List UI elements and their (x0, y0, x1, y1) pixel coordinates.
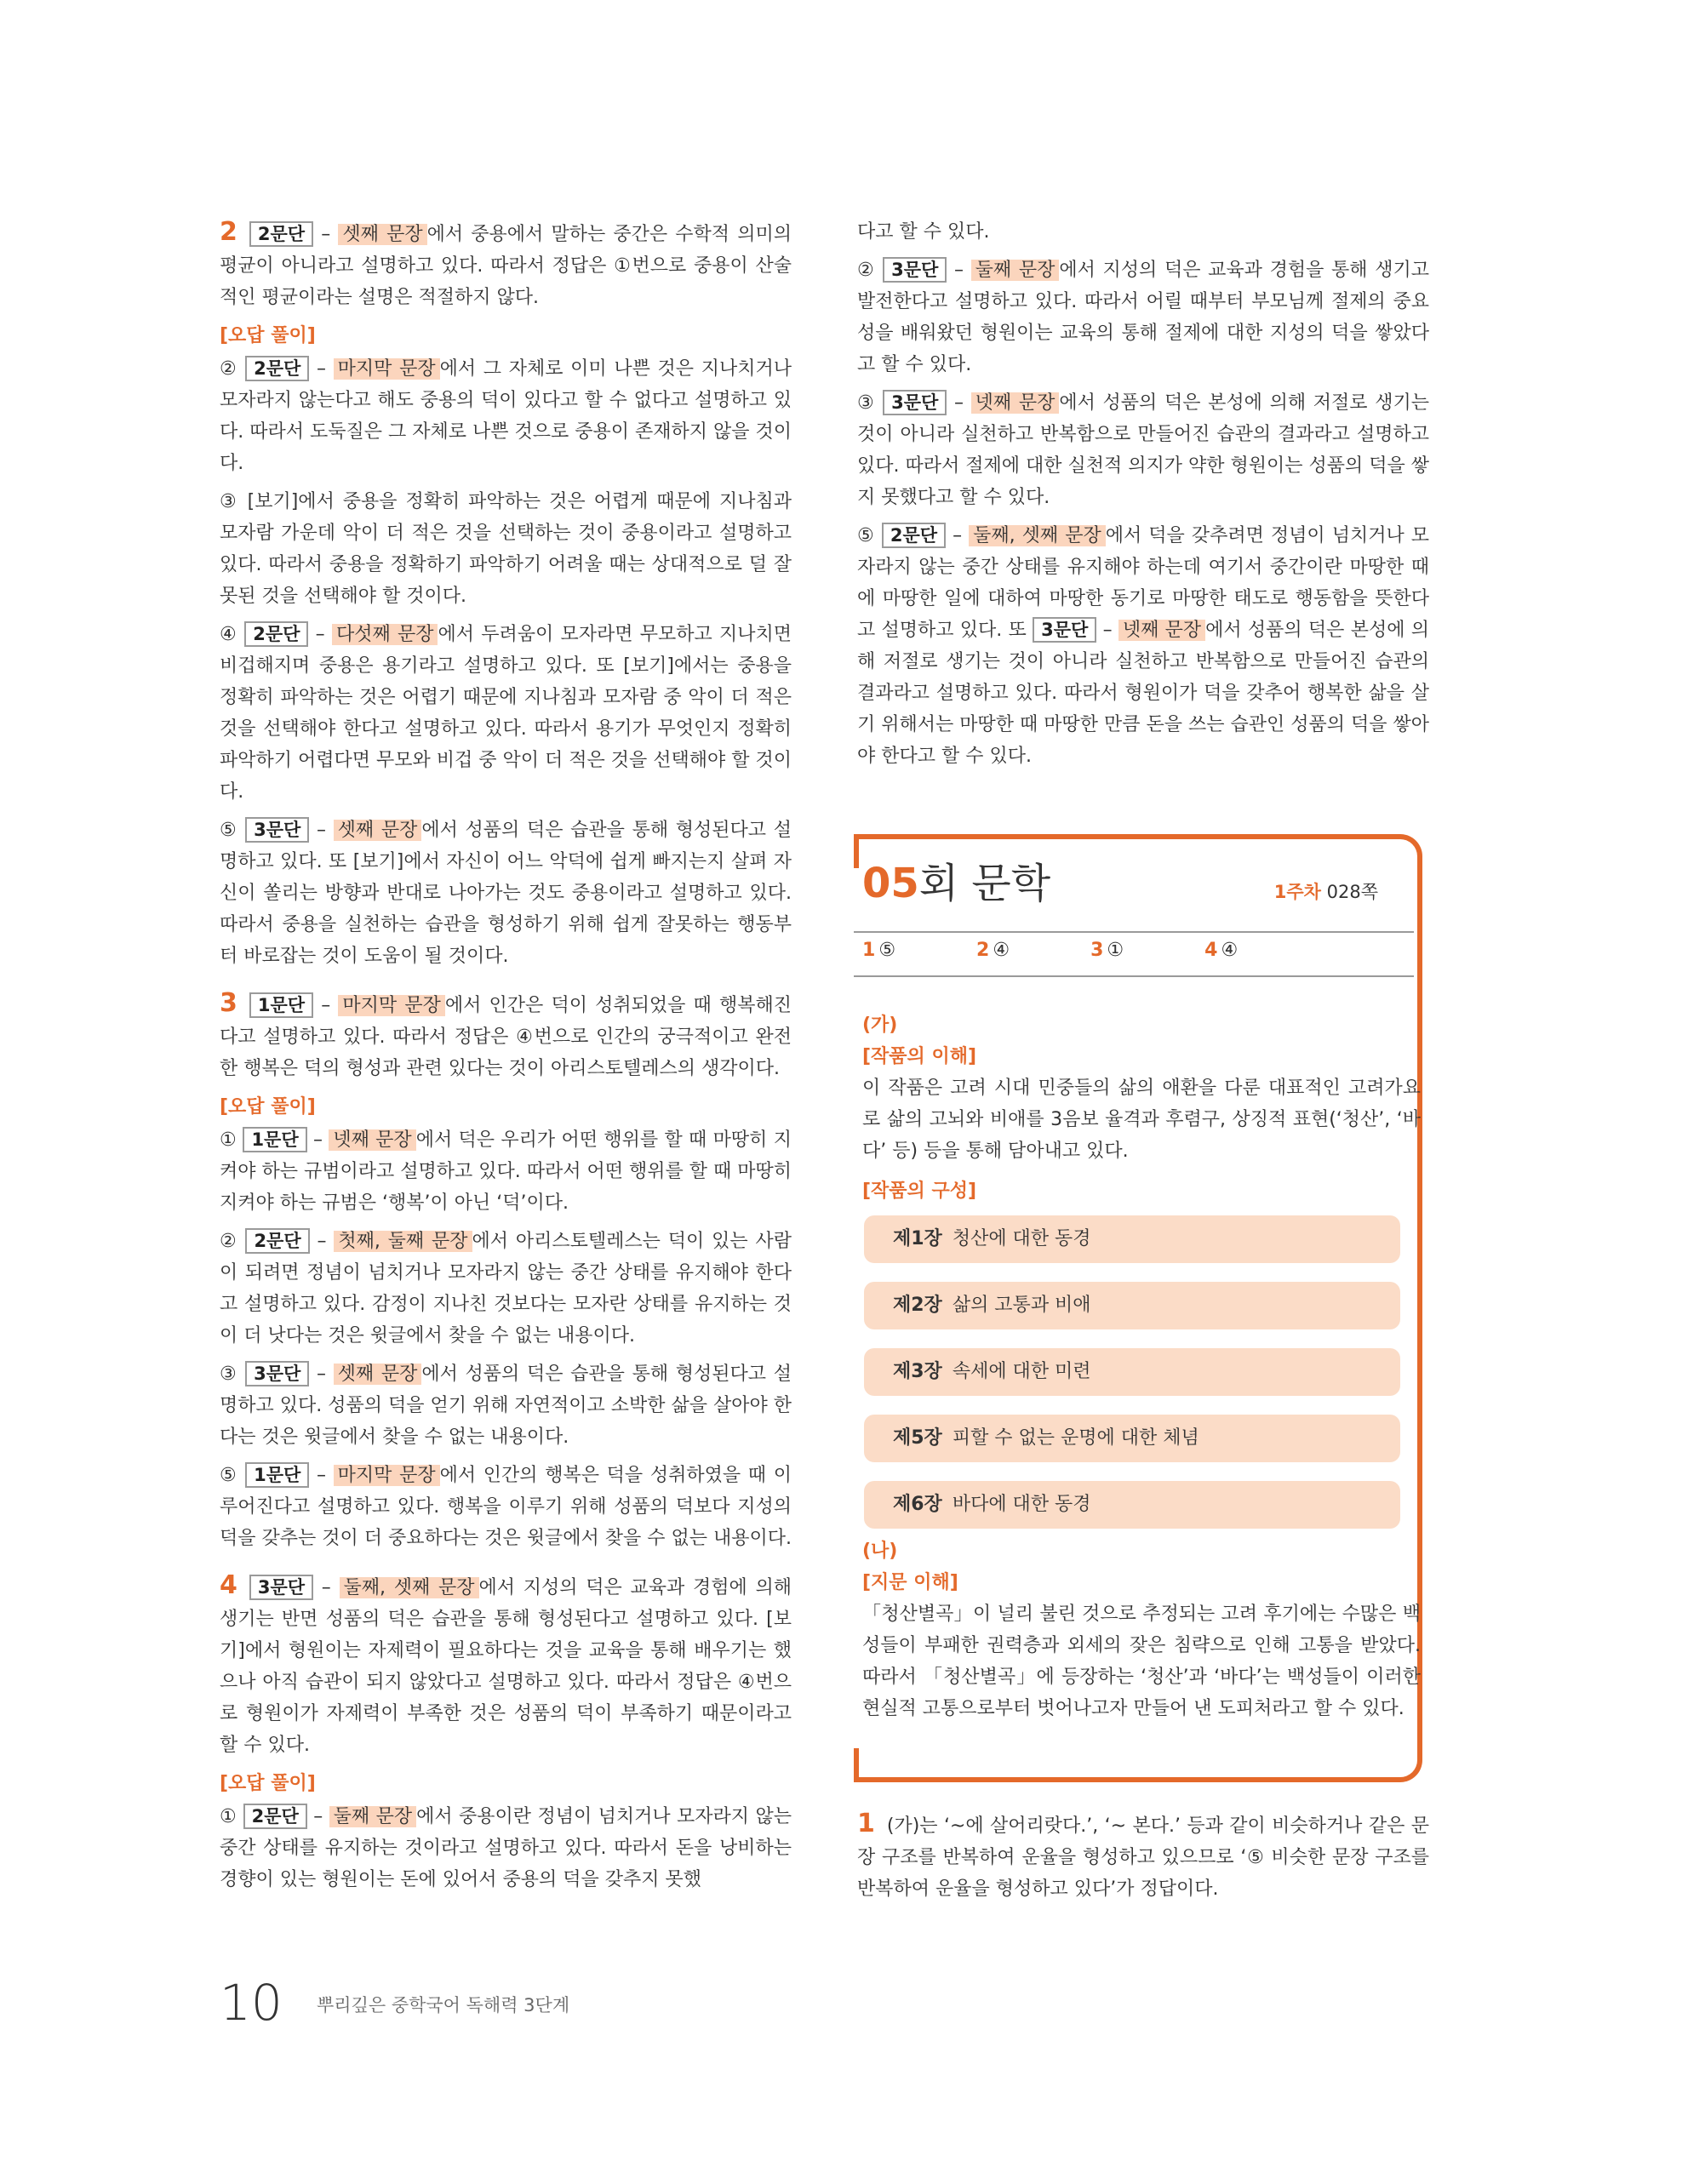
q1-block (857, 1808, 1429, 1912)
page-number: 10 (220, 1974, 283, 2032)
q3-explanation: 3 1문단 – 마지막 문장 에서 인간은 덕이 성취되었을 때 행복해진다고 설명하고 있다. 따라서 정답은 ④번으로 인간의 궁극적이고 완전한 행복은 덕의 형성과 관련 있다는 것이 아리스토텔레스의 생각이다. (220, 988, 792, 1079)
book-title: 뿌리깊은 중학국어 독해력 3단계 (317, 1995, 570, 2015)
wrong-answer-label: [오답 풀이] (220, 325, 316, 346)
option-explanation: ③ 3문단 – 넷째 문장 에서 성품의 덕은 본성에 의해 저절로 생기는 것이 아니라 실천하고 반복함으로 만들어진 습관의 결과라고 설명하고 있다. 따라서 절제에 대한 실천적 의지가 약한 형원이는 성품의 덕을 쌓지 못했다고 할 수 있다. (857, 387, 1429, 513)
option-explanation: ⑤ 2문단 – 둘째, 셋째 문장 에서 덕을 갖추려면 정념이 넘치거나 모자라지 않는 중간 상태를 유지해야 하는데 여기서 중간이란 마땅한 때에 마땅한 일에 대하여 마땅한 동기로 마땅한 태도로 행동함을 뜻한다고 설명하고 있다. 또 3문단 – 넷째 문장 에서 성품의 덕은 본성에 의해 저절로 생기는 것이 아니라 실천하고 반복함으로 만들어진 습관의 결과라고 설명하고 있다. 따라서 형원이가 덕을 갖추어 행복한 삶을 살기 위해서는 마땅한 때 마땅한 만큼 돈을 쓰는 습관인 성품의 덕을 쌓아야 한다고 할 수 있다. (857, 520, 1429, 772)
option-explanation: ① 2문단 – 둘째 문장 에서 중용이란 정념이 넘치거나 모자라지 않는 중간 상태를 유지하는 것이라고 설명하고 있다. 따라서 돈을 낭비하는 경향이 있는 형원이는 돈에 있어서 중용의 덕을 갖추지 못했 (220, 1801, 792, 1895)
continuation-text: 다고 할 수 있다. (857, 221, 990, 243)
option-explanation: ② 3문단 – 둘째 문장 에서 지성의 덕은 교육과 경험을 통해 생기고 발전한다고 설명하고 있다. 따라서 어릴 때부터 부모님께 절제의 중요성을 배워왔던 형원이는 교육의 통해 절제에 대한 지성의 덕을 쌓았다고 할 수 있다. (857, 254, 1429, 380)
answer-box (854, 834, 1422, 1782)
option-explanation: ⑤ 3문단 – 셋째 문장 에서 성품의 덕은 습관을 통해 형성된다고 설명하고 있다. 또 [보기]에서 자신이 어느 악덕에 쉽게 빠지는지 살펴 자신이 쏠리는 방향과 반대로 나아가는 것도 중용이라고 설명하고 있다. 따라서 중용을 실천하는 습관을 형성하기 위해 쉽게 잘못하는 행동부터 바로잡는 것이 도움이 될 것이다. (220, 815, 792, 972)
divider (854, 931, 1414, 933)
chapter-item: 제5장 피할 수 없는 운명에 대한 체념 (864, 1415, 1400, 1462)
q2-explanation: 2 2문단 – 셋째 문장 에서 중용에서 말하는 중간은 수학적 의미의 평균이 아니라고 설명하고 있다. 따라서 정답은 ①번으로 중용이 산술적인 평균이라는 설명은 적절하지 않다. (220, 217, 792, 308)
box-content (862, 1009, 1421, 1724)
answer-item: 4 ④ (1204, 940, 1239, 961)
answer-item: 3 ① (1090, 940, 1124, 961)
section-ga: (가) (862, 1015, 898, 1036)
left-column (220, 216, 792, 1902)
option-explanation: ② 2문단 – 마지막 문장 에서 그 자체로 이미 나쁜 것은 지나치거나 모자라지 않는다고 해도 중용의 덕이 있다고 할 수 없다고 설명하고 있다. 따라서 도둑질은 그 자체로 나쁜 것으로 중용이 존재하지 않을 것이다. (220, 353, 792, 479)
work-understanding-text: 이 작품은 고려 시대 민중들의 삶의 애환을 다룬 대표적인 고려가요로 삶의 고뇌와 비애를 3음보 율격과 후렴구, 상징적 표현(‘청산’, ‘바다’ 등) 등을 통해 담아내고 있다. (862, 1078, 1421, 1162)
section-label: [작품의 이해] (862, 1046, 977, 1067)
box-title: 05회 문학 (862, 860, 1051, 907)
section-label: [지문 이해] (862, 1572, 958, 1593)
q1-explanation: 1 (가)는 ‘~에 살어리랏다.’, ‘~ 본다.’ 등과 같이 비슷하거나 같은 문장 구조를 반복하여 운율을 형성하고 있으므로 ‘⑤ 비슷한 문장 구조를 반복하여 운율을 형성하고 있다’가 정답이다. (857, 1809, 1429, 1900)
section-na: (나) (862, 1541, 898, 1562)
chapter-item: 제1장 청산에 대한 동경 (864, 1215, 1400, 1263)
option-explanation: ④ 2문단 – 다섯째 문장 에서 두려움이 모자라면 무모하고 지나치면 비겁해지며 중용은 용기라고 설명하고 있다. 또 [보기]에서는 중용을 정확히 파악하는 것은 어렵기 때문에 지나침과 모자람 중 악이 더 적은 것을 선택해야 한다고 설명하고 있다. 따라서 용기가 무엇인지 정확히 파악하기 어렵다면 무모와 비겁 중 악이 더 적은 것을 선택해야 할 것이다. (220, 619, 792, 808)
passage-understanding-text: 「청산별곡」이 널리 불린 것으로 추정되는 고려 후기에는 수많은 백성들이 부패한 권력층과 외세의 잦은 침략으로 인해 고통을 받았다. 따라서 「청산별곡」에 등장하는 ‘청산’과 ‘바다’는 백성들이 이러한 현실적 고통으로부터 벗어나고자 만들어 낸 도피처라고 할 수 있다. (862, 1604, 1421, 1719)
answer-item: 1 ⑤ (862, 940, 896, 961)
section-label: [작품의 구성] (862, 1181, 977, 1202)
chapter-item: 제3장 속세에 대한 미련 (864, 1348, 1400, 1396)
divider (854, 975, 1414, 977)
chapter-item: 제2장 삶의 고통과 비애 (864, 1282, 1400, 1329)
option-explanation: ② 2문단 – 첫째, 둘째 문장 에서 아리스토텔레스는 덕이 있는 사람이 되려면 정념이 넘치거나 모자라지 않는 중간 상태를 유지해야 한다고 설명하고 있다. 감정이 지나친 것보다는 모자란 상태를 유지하는 것이 더 낫다는 것은 윗글에서 찾을 수 없는 내용이다. (220, 1226, 792, 1352)
question-number: 2 (220, 217, 237, 247)
option-explanation: ① 1문단 – 넷째 문장 에서 덕은 우리가 어떤 행위를 할 때 마땅히 지켜야 하는 규범이라고 설명하고 있다. 따라서 어떤 행위를 할 때 마땅히 지켜야 하는 규범은 ‘행복’이 아닌 ‘덕’이다. (220, 1124, 792, 1219)
sentence-highlight: 셋째 문장 (338, 224, 426, 245)
box-reference: 1주차 028쪽 (1273, 882, 1378, 902)
answer-item: 2 ④ (976, 940, 1010, 961)
chapter-item: 제6장 바다에 대한 동경 (864, 1481, 1400, 1529)
option-explanation: ③ 3문단 – 셋째 문장 에서 성품의 덕은 습관을 통해 형성된다고 설명하고 있다. 성품의 덕을 얻기 위해 자연적이고 소박한 삶을 살아야 한다는 것은 윗글에서 찾을 수 없는 내용이다. (220, 1358, 792, 1453)
option-explanation: ⑤ 1문단 – 마지막 문장 에서 인간의 행복은 덕을 성취하였을 때 이루어진다고 설명하고 있다. 행복을 이루기 위해 성품의 덕보다 지성의 덕을 갖추는 것이 더 중요하다는 것은 윗글에서 찾을 수 없는 내용이다. (220, 1460, 792, 1554)
option-explanation: ③ [보기]에서 중용을 정확히 파악하는 것은 어렵게 때문에 지나침과 모자람 가운데 악이 더 적은 것을 선택하는 것이 중용이라고 설명하고 있다. 따라서 중용을 정확하기 파악하기 어려울 때는 상대적으로 덜 잘못된 것을 선택해야 할 것이다. (220, 491, 792, 607)
q4-explanation: 4 3문단 – 둘째, 셋째 문장 에서 지성의 덕은 교육과 경험에 의해 생기는 반면 성품의 덕은 습관을 통해 형성된다고 설명하고 있다. [보기]에서 형원이는 자제력이 필요하다는 것을 교육을 통해 배우기는 했으나 아직 습관이 되지 않았다고 설명하고 있다. 따라서 정답은 ④번으로 형원이가 자제력이 부족한 것은 성품의 덕이 부족하기 때문이라고 할 수 있다. (220, 1570, 792, 1756)
paragraph-tag: 2문단 (249, 221, 313, 247)
wrong-answer-label: [오답 풀이] (220, 1773, 316, 1794)
right-column (857, 216, 1429, 779)
wrong-answer-label: [오답 풀이] (220, 1096, 316, 1118)
answer-key (862, 940, 1313, 961)
